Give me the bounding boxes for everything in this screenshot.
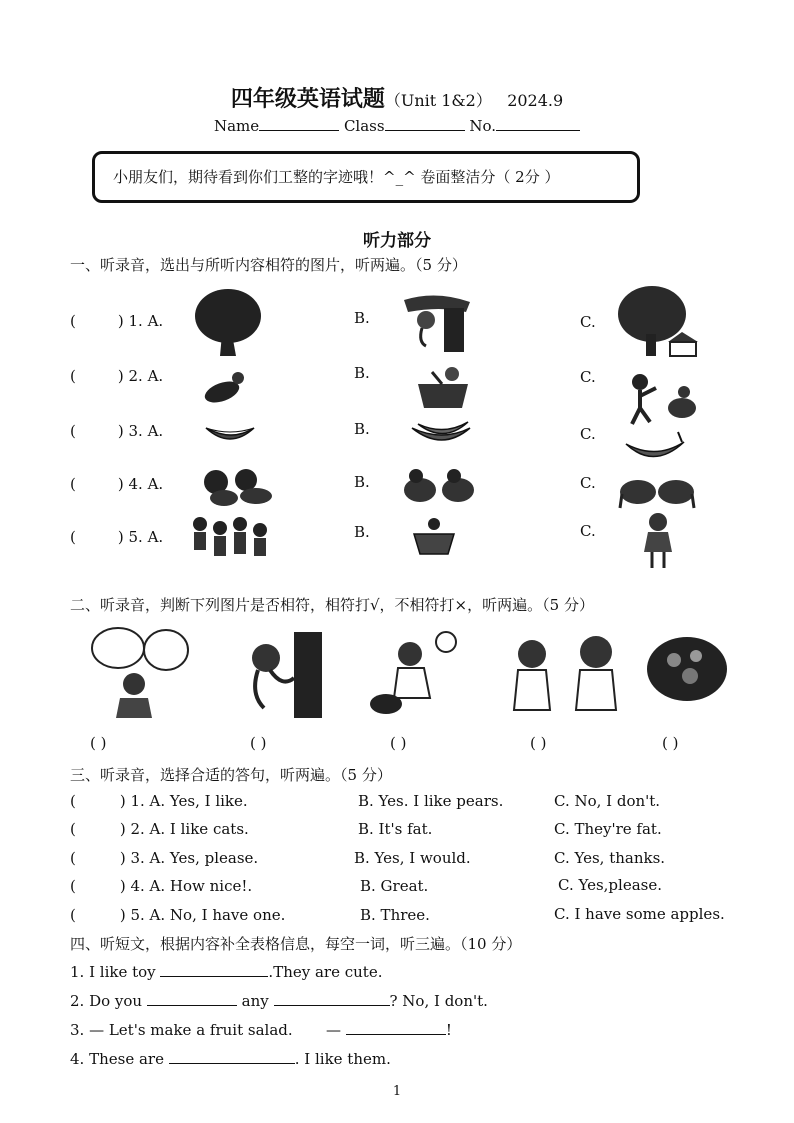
fruit-basket-icon: [410, 514, 458, 556]
class-blank[interactable]: [385, 116, 465, 131]
girl-with-dog-icon: [364, 626, 472, 718]
elephants-icon: [616, 474, 698, 512]
s1-row1-paren[interactable]: ( ) 1. A.: [70, 312, 164, 330]
s1-row3-paren[interactable]: ( ) 3. A.: [70, 422, 164, 440]
s3-row4-c: C. Yes,please.: [558, 876, 662, 894]
no-label: No.: [469, 117, 497, 135]
s2-answer-bracket-4[interactable]: ( ): [530, 734, 547, 752]
section4-heading: 四、听短文，根据内容补全表格信息，每空一词，听三遍。（10 分）: [70, 935, 522, 953]
s3-row5-b: B. Three.: [360, 906, 430, 924]
s1-label-b: B.: [354, 364, 370, 382]
no-blank[interactable]: [496, 116, 580, 131]
s1-item-5: 5. A.: [128, 528, 164, 546]
page-title: [0, 82, 794, 113]
s1-label-c: C.: [580, 522, 596, 540]
section2-heading: 二、听录音，判断下列图片是否相符，相符打√，不相符打×，听两遍。（5 分）: [70, 596, 594, 614]
s3-row2-c: C. They're fat.: [554, 820, 662, 838]
s1-item-1: 1. A.: [128, 312, 164, 330]
s4-line3: 3. — Let's make a fruit salad. — !: [70, 1021, 452, 1039]
s4-line2: 2. Do you any ? No, I don't.: [70, 992, 488, 1010]
tree-icon: [192, 288, 264, 358]
section1-heading: 一、听录音，选出与所听内容相符的图片，听两遍。（5 分）: [70, 256, 467, 274]
title-date: 2024.9: [507, 91, 564, 110]
name-blank[interactable]: [259, 116, 339, 131]
s1-label-b: B.: [354, 309, 370, 327]
name-label: Name: [213, 117, 260, 135]
banana-icon: [202, 420, 258, 448]
s4-blank-4[interactable]: [346, 1020, 446, 1035]
notice-box: [92, 151, 640, 203]
class-label: Class: [343, 117, 385, 135]
s4-blank-3[interactable]: [274, 991, 390, 1006]
student-info-line: [0, 116, 794, 135]
two-girls-icon: [504, 630, 628, 716]
page-number: 1: [392, 1084, 402, 1099]
s4-blank-2[interactable]: [147, 991, 237, 1006]
s1-label-c: C.: [580, 425, 596, 443]
s1-label-b: B.: [354, 473, 370, 491]
s1-item-4: 4. A.: [128, 475, 164, 493]
s3-row4[interactable]: ( ) 4. A. How nice!.: [70, 877, 253, 895]
children-group-icon: [190, 514, 272, 566]
box-with-animal-icon: [412, 362, 474, 412]
s1-label-c: C.: [580, 474, 596, 492]
s1-item-2: 2. A.: [128, 367, 164, 385]
tree-and-house-icon: [610, 284, 700, 360]
s4-blank-1[interactable]: [160, 962, 268, 977]
banana-bunch-icon: [622, 428, 688, 468]
s3-row3-c: C. Yes, thanks.: [554, 849, 666, 867]
s2-answer-bracket-2[interactable]: ( ): [250, 734, 267, 752]
s2-answer-bracket-1[interactable]: ( ): [90, 734, 107, 752]
girl-icon: [640, 512, 676, 570]
part-title: 听力部分: [363, 231, 431, 251]
s1-row2-paren[interactable]: ( ) 2. A.: [70, 367, 164, 385]
s4-line1: 1. I like toy .They are cute.: [70, 963, 383, 981]
pandas-icon: [402, 466, 478, 506]
s3-row5[interactable]: ( ) 5. A. No, I have one.: [70, 906, 286, 924]
s1-label-b: B.: [354, 420, 370, 438]
s2-answer-bracket-5[interactable]: ( ): [662, 734, 679, 752]
s2-answer-bracket-3[interactable]: ( ): [390, 734, 407, 752]
s1-label-c: C.: [580, 313, 596, 331]
boy-thinking-icon: [90, 624, 190, 720]
fruit-salad-icon: [644, 634, 730, 704]
s3-row1[interactable]: ( ) 1. A. Yes, I like.: [70, 792, 248, 810]
section3-heading: 三、听录音，选择合适的答句，听两遍。（5 分）: [70, 766, 392, 784]
monkey-in-tree-icon: [400, 292, 472, 354]
s3-row1-c: C. No, I don't.: [554, 792, 661, 810]
s3-row5-c: C. I have some apples.: [554, 905, 725, 923]
s3-row4-b: B. Great.: [360, 877, 429, 895]
s3-row2-b: B. It's fat.: [358, 820, 433, 838]
bananas-icon: [408, 418, 474, 454]
monkey-icon: [240, 628, 328, 720]
s1-row4-paren[interactable]: ( ) 4. A.: [70, 475, 164, 493]
s4-blank-5[interactable]: [169, 1049, 295, 1064]
s1-label-b: B.: [354, 523, 370, 541]
s1-label-c: C.: [580, 368, 596, 386]
s3-row3-b: B. Yes, I would.: [354, 849, 471, 867]
s3-row2[interactable]: ( ) 2. A. I like cats.: [70, 820, 249, 838]
s4-line4: 4. These are . I like them.: [70, 1050, 391, 1068]
notice-text: 小朋友们，期待看到你们工整的字迹哦！^_^ 卷面整洁分（ 2分 ）: [113, 168, 560, 186]
s1-row5-paren[interactable]: ( ) 5. A.: [70, 528, 164, 546]
sausage-icon: [200, 370, 248, 404]
lions-icon: [202, 466, 276, 510]
s3-row3[interactable]: ( ) 3. A. Yes, please.: [70, 849, 259, 867]
s3-row1-b: B. Yes. I like pears.: [358, 792, 504, 810]
title-text: 四年级英语试题: [230, 86, 385, 112]
s1-item-3: 3. A.: [128, 422, 164, 440]
boy-running-icon: [626, 372, 700, 428]
title-subtitle: （Unit 1&2）: [384, 91, 492, 110]
